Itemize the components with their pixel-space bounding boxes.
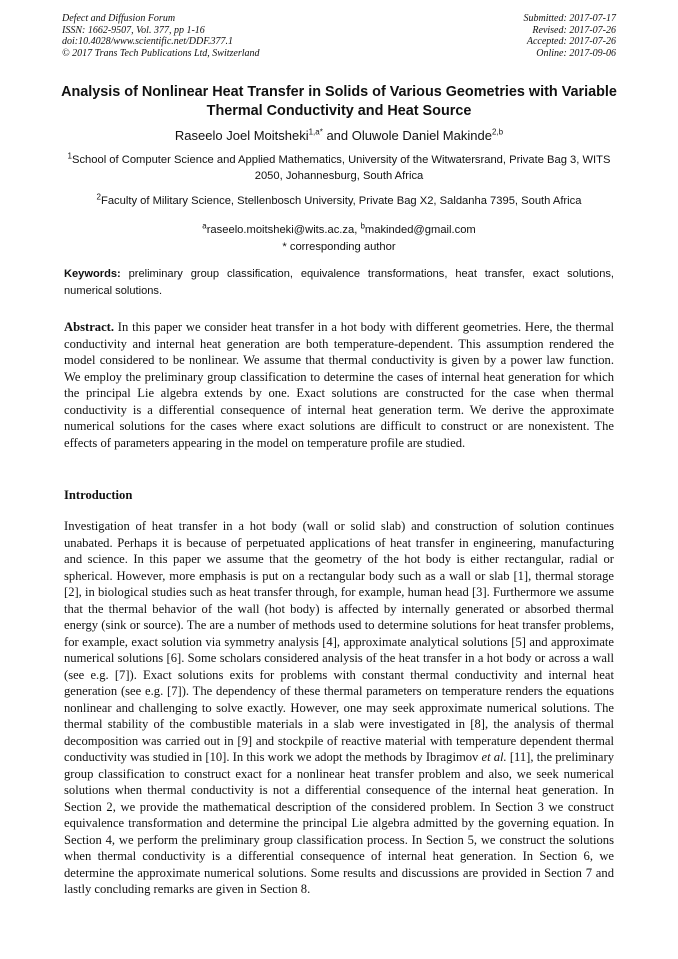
author-2-affiliation-mark: 2,b [491,127,504,137]
introduction-body [64,518,614,898]
keywords-text: preliminary group classification, equivalence transformations, heat transfer, exact solutions, numerical solutions. [64,268,614,297]
affiliation-1 [60,152,618,184]
affiliation-1-mark: 1 [67,151,72,161]
email-a[interactable]: raseelo.moitsheki@wits.ac.za, [206,224,361,236]
date-accepted: Accepted: 2017-07-26 [526,36,616,47]
introduction-paragraph [64,518,614,898]
email-b-mark: b [360,221,365,231]
intro-text-part-2: [11], the preliminary group classification to construct exact for a nonlinear heat transfer problem and also, we seek numerical solutions when thermal conductivity is not a differential consequence of the internal heat generation. In Section 2, we provide the mathematical description of the considered problem. In Section 3 we construct equivalence transformation and determine the principal Lie algebra admitted by the governing equation. In Section 4, we perform the preliminary group classification process. In Section 5, we construct the solutions when thermal conductivity is a differential consequence of internal heat generation. In Section 6, we determine the approximate numerical solutions. Some results and discussions are provided in Section 7 and lastly concluding remarks are given in Section 8. [64,750,614,896]
journal-info [62,13,260,59]
journal-copyright: © 2017 Trans Tech Publications Ltd, Switzerland [62,47,260,59]
contact-emails [60,222,618,256]
journal-doi: doi:10.4028/www.scientific.net/DDF.377.1 [62,36,234,47]
publication-dates [524,13,617,59]
keywords-label: Keywords: [64,268,121,280]
author-connector: and [322,128,352,143]
corresponding-author-note: * corresponding author [282,241,396,253]
abstract [64,319,614,451]
date-revised: Revised: 2017-07-26 [532,24,616,36]
author-2: Oluwole Daniel Makinde [351,128,492,143]
keywords [64,266,614,300]
affiliation-2-text: Faculty of Military Science, Stellenbosch University, Private Bag X2, Saldanha 7395, South Africa [100,195,582,207]
date-submitted: Submitted: 2017-07-17 [523,13,616,24]
affiliation-2 [60,193,618,209]
email-b[interactable]: makinded@gmail.com [364,224,476,236]
affiliation-2-mark: 2 [96,192,101,202]
abstract-label: Abstract. [64,320,115,334]
email-line [60,222,618,239]
paper-title: Analysis of Nonlinear Heat Transfer in Solids of Various Geometries with Variable Thermal Conductivity and Heat Source [61,84,617,119]
section-heading-introduction: Introduction [64,488,133,502]
journal-issn: ISSN: 1662-9507, Vol. 377, pp 1-16 [62,24,205,36]
abstract-text: In this paper we consider heat transfer in a hot body with different geometries. Here, the thermal conductivity and internal heat generation are both temperature-dependent. This assumption rendered the model considered to be nonlinear. We assume that thermal conductivity is given by a power law function. We employ the preliminary group classification to determine the cases of internal heat generation for which the principal Lie algebra extends by one. Exact solutions are constructed for the case when thermal conductivity is a differential consequence of internal heat generation term. We derive the approximate numerical solutions for the cases where exact solutions are difficult to construct or are nonexistent. The effects of parameters appearing in the model on temperature profile are studied. [64,320,614,450]
author-1: Raseelo Joel Moitsheki [174,128,309,143]
affiliation-1-text: School of Computer Science and Applied Mathematics, University of the Witwatersrand, Private Bag 3, WITS 2050, Johannesburg, South Africa [71,154,611,182]
journal-name: Defect and Diffusion Forum [62,13,176,24]
intro-et-al: et al. [481,750,507,764]
author-list [40,128,638,144]
date-online: Online: 2017-09-06 [536,47,616,59]
author-1-affiliation-mark: 1,a* [308,127,323,137]
intro-text-part-1: Investigation of heat transfer in a hot body (wall or solid slab) and construction of solution continues unabated. Perhaps it is because of perpetuated applications of heat transfer in engineering, manufacturing and science. In this paper we assume that the geometry of the hot body is either rectangular, radial or spherical. However, more emphasis is put on a rectangular body such as a wall or slab [1], thermal storage [2], in biological studies such as heat transfer through, for example, human head [3]. Furthermore we assume that the thermal behavior of the wall (hot body) is affected by internally generated or absorbed thermal energy (sink or source). The are a number of methods used to determine solutions for heat transfer problems, for example, exact solution via symmetry analysis [4], approximate analytical solutions [5] and approximate numerical solutions [6]. Some scholars considered analysis of the heat transfer in a hot body or across a wall (see e.g. [7]). Exact solutions exits for problems with constant thermal conductivity and internal heat generation (see e.g. [7]). The dependency of these thermal parameters on temperature renders the equations nonlinear and challenging to solve exactly. However, one may seek approximate numerical solutions. The thermal stability of the combustible materials in a slab were investigated in [8], the analysis of thermal decomposition was carried out in [9] and stockpile of reactive material with temperature dependent thermal conductivity was studied in [10]. In this work we adopt the methods by Ibragimov [64,519,614,764]
email-a-mark: a [202,221,207,231]
